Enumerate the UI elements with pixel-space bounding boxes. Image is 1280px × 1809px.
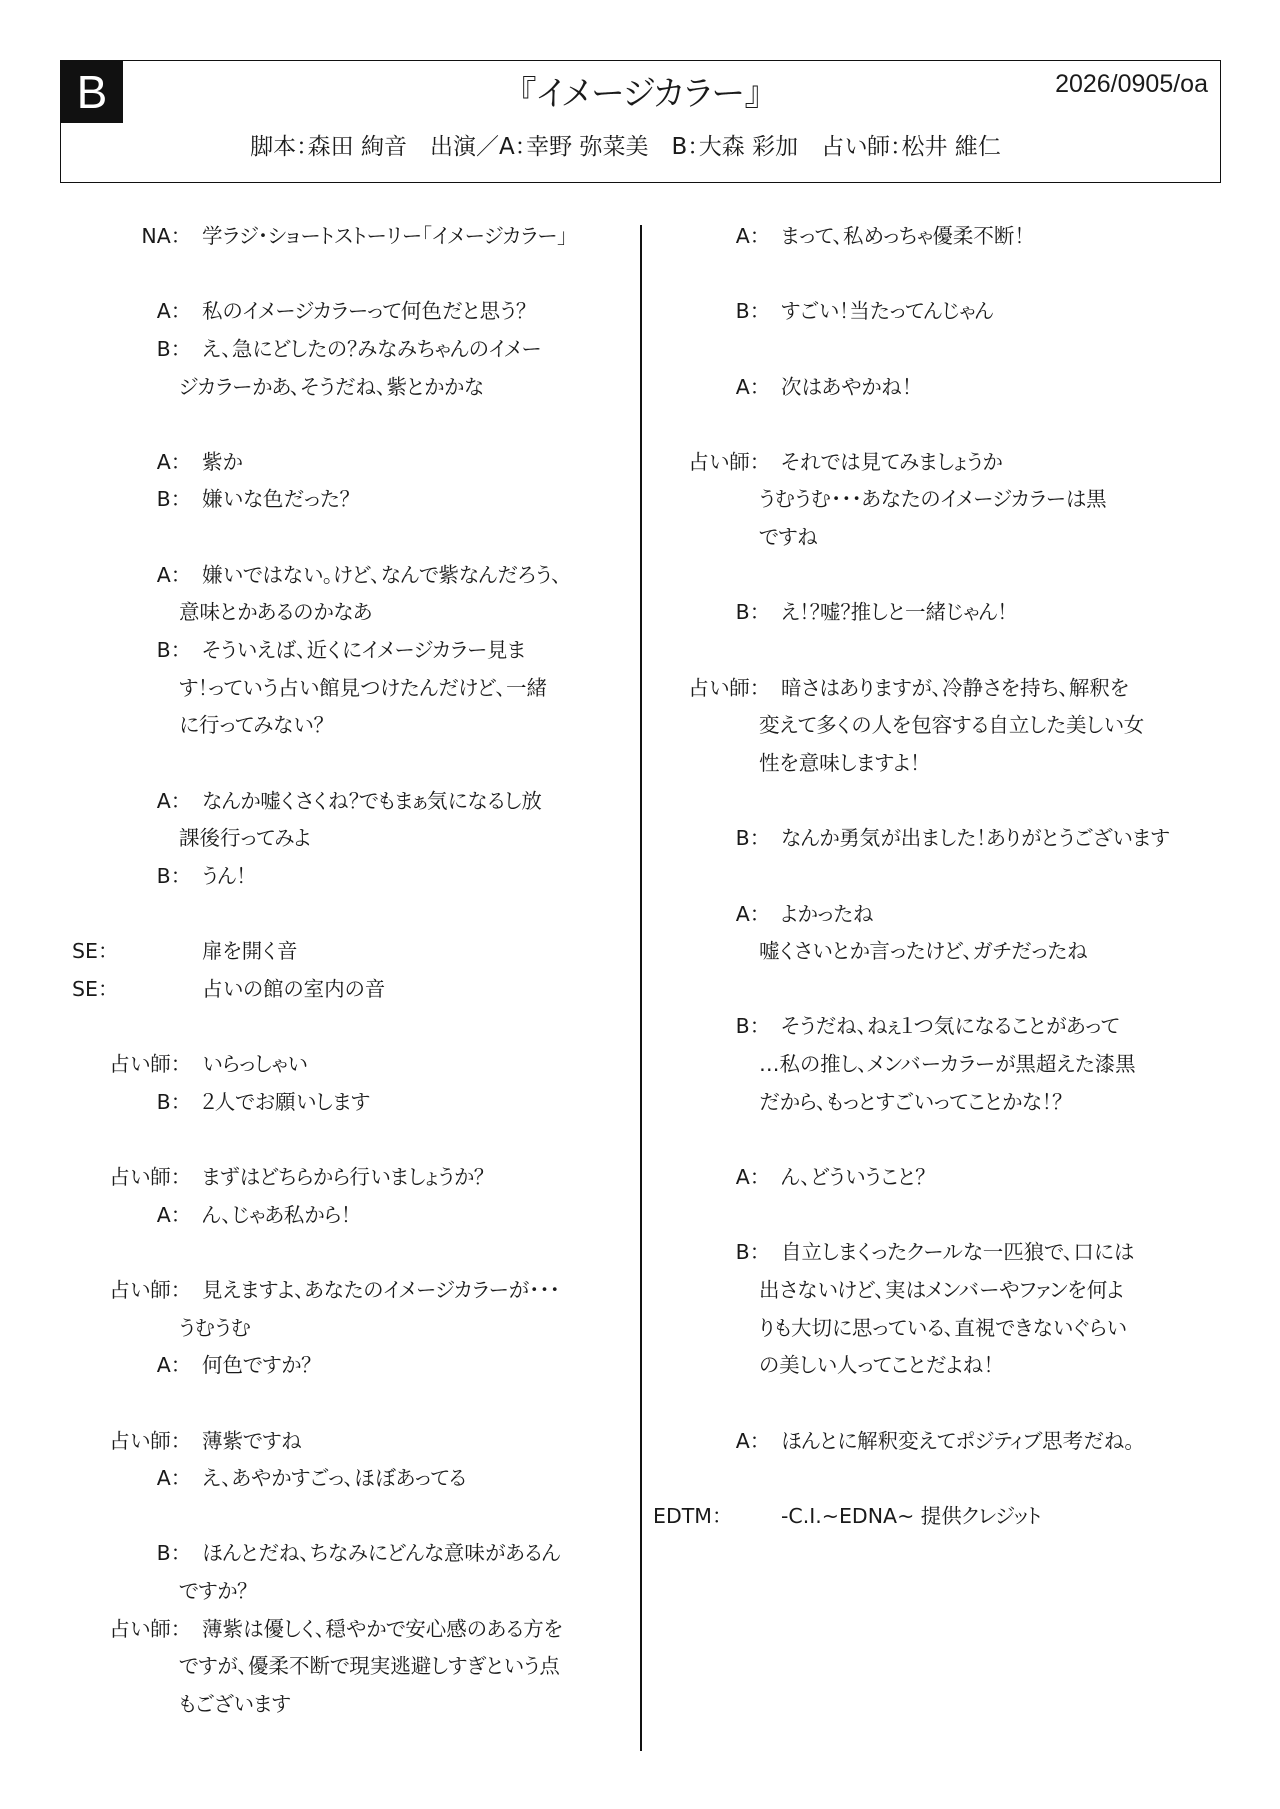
- dialogue-entry: [642, 820, 1280, 858]
- speaker-label: 占い師：: [109, 1052, 181, 1077]
- script-column-left: [0, 218, 640, 1761]
- dialogue-line: ですね: [759, 525, 818, 550]
- speaker-label: NA：: [141, 224, 181, 248]
- dialogue-block: [642, 1008, 1280, 1121]
- dialogue-block: [0, 444, 640, 519]
- dialogue-line: ん、どういうこと？: [781, 1165, 926, 1190]
- speaker-label: B：: [735, 299, 760, 324]
- dialogue-entry: [0, 1347, 640, 1385]
- speaker-label: A：: [156, 788, 181, 813]
- dialogue-entry: [0, 1197, 640, 1235]
- dialogue-block: [642, 1159, 1280, 1197]
- dialogue-line: 性を意味しますよ！: [759, 750, 921, 775]
- section-badge: B: [61, 61, 123, 123]
- script-column-right: [642, 218, 1280, 1573]
- dialogue-entry: [0, 1272, 640, 1347]
- dialogue-line: そういえば、近くにイメージカラー見ま: [202, 638, 526, 663]
- dialogue-line: 出さないけど、実はメンバーやファンを何よ: [759, 1277, 1124, 1302]
- dialogue-line: に行ってみない？: [179, 713, 324, 738]
- cue-label: SE：: [72, 939, 109, 964]
- dialogue-line: え、急にどしたの？みなみちゃんのイメー: [202, 336, 542, 361]
- dialogue-entry: [642, 1234, 1280, 1385]
- speaker-label: B：: [735, 1240, 760, 1265]
- dialogue-entry: [0, 218, 640, 256]
- dialogue-line: だから、もっとすごいってことかな！？: [759, 1089, 1063, 1114]
- dialogue-line: 紫か: [202, 449, 243, 474]
- dialogue-line: 次はあやかね！: [781, 374, 913, 399]
- dialogue-entry: [642, 1159, 1280, 1197]
- dialogue-entry: [642, 670, 1280, 783]
- dialogue-entry: [642, 594, 1280, 632]
- speaker-label: A：: [156, 449, 181, 474]
- dialogue-block: [0, 557, 640, 745]
- dialogue-entry: [0, 1535, 640, 1610]
- dialogue-line: まずはどちらから行いましょうか？: [202, 1165, 484, 1190]
- dialogue-entry: [0, 783, 640, 858]
- dialogue-line: いらっしゃい: [202, 1052, 308, 1077]
- dialogue-block: [642, 369, 1280, 407]
- dialogue-line: す！っていう占い館見つけたんだけど、一緒: [179, 675, 548, 700]
- dialogue-block: [642, 1234, 1280, 1385]
- dialogue-block: [0, 1535, 640, 1723]
- speaker-label: 占い師：: [688, 449, 760, 474]
- dialogue-line: 見えますよ、あなたのイメージカラーが・・・: [202, 1277, 560, 1302]
- dialogue-entry: [0, 858, 640, 896]
- dialogue-entry: [642, 218, 1280, 256]
- dialogue-line: 嘘くさいとか言ったけど、ガチだったね: [759, 939, 1088, 964]
- speaker-label: B：: [156, 336, 181, 361]
- dialogue-line: 変えて多くの人を包容する自立した美しい女: [759, 713, 1145, 738]
- cue-label: SE：: [72, 976, 109, 1001]
- dialogue-entry: [0, 1084, 640, 1122]
- speaker-label: B：: [156, 1541, 181, 1566]
- speaker-label: 占い師：: [109, 1165, 181, 1190]
- dialogue-line: ２人でお願いします: [202, 1089, 370, 1114]
- speaker-label: A：: [156, 562, 181, 587]
- dialogue-line: なんか嘘くさくね？でもまぁ気になるし放: [202, 788, 542, 813]
- stage-direction: [0, 933, 640, 971]
- dialogue-entry: [0, 1611, 640, 1724]
- dialogue-line: まって、私めっちゃ優柔不断！: [781, 224, 1025, 248]
- speaker-label: B：: [735, 600, 760, 625]
- dialogue-line: もございます: [179, 1691, 291, 1716]
- cue-label: EDTM：: [653, 1503, 723, 1528]
- dialogue-line: ん、じゃあ私から！: [202, 1202, 352, 1227]
- speaker-label: B：: [156, 638, 181, 663]
- dialogue-line: 薄紫は優しく、穏やかで安心感のある方を: [202, 1616, 563, 1641]
- speaker-label: A：: [735, 901, 760, 926]
- dialogue-block: [0, 1272, 640, 1385]
- dialogue-block: [0, 293, 640, 406]
- dialogue-block: [0, 1423, 640, 1498]
- speaker-label: A：: [735, 374, 760, 399]
- dialogue-entry: [0, 293, 640, 331]
- speaker-label: B：: [156, 863, 181, 888]
- direction-text: -C.I.~EDNA~ 提供クレジット: [781, 1503, 1042, 1528]
- dialogue-line: ジカラーかあ、そうだね、紫とかかな: [179, 374, 484, 399]
- dialogue-line: …私の推し、メンバーカラーが黒超えた漆黒: [759, 1052, 1136, 1077]
- speaker-label: 占い師：: [688, 675, 760, 700]
- speaker-label: 占い師：: [109, 1428, 181, 1453]
- dialogue-entry: [0, 1460, 640, 1498]
- dialogue-entry: [0, 481, 640, 519]
- dialogue-line: 嫌いな色だった？: [202, 487, 350, 512]
- direction-text: 扉を開く音: [202, 939, 298, 964]
- dialogue-line: そうだね、ねぇ１つ気になることがあって: [781, 1014, 1120, 1039]
- dialogue-line: うん！: [202, 863, 247, 888]
- dialogue-block: [642, 670, 1280, 783]
- dialogue-line: 意味とかあるのかなあ: [179, 600, 373, 625]
- speaker-label: A：: [735, 1165, 760, 1190]
- dialogue-block: [642, 1498, 1280, 1536]
- dialogue-line: それでは見てみましょうか: [781, 449, 1003, 474]
- dialogue-entry: [0, 1423, 640, 1461]
- dialogue-line: よかったね: [781, 901, 874, 926]
- dialogue-block: [642, 820, 1280, 858]
- dialogue-line: 暗さはありますが、冷静さを持ち、解釈を: [781, 675, 1130, 700]
- speaker-label: A：: [156, 1202, 181, 1227]
- script-title: 『イメージカラー』: [519, 74, 762, 114]
- dialogue-entry: [0, 1159, 640, 1197]
- speaker-label: B：: [735, 826, 760, 851]
- dialogue-block: [0, 218, 640, 256]
- dialogue-line: 課後行ってみよ: [179, 826, 311, 851]
- dialogue-line: ですか？: [179, 1579, 248, 1604]
- dialogue-line: すごい！当たってんじゃん: [781, 299, 994, 324]
- dialogue-line: え、あやかすごっ、ほぼあってる: [202, 1466, 467, 1491]
- dialogue-line: 薄紫ですね: [202, 1428, 302, 1453]
- direction-text: 占いの館の室内の音: [202, 976, 386, 1001]
- speaker-label: A：: [735, 1428, 760, 1453]
- dialogue-line: え！？嘘？推しと一緒じゃん！: [781, 600, 1008, 625]
- dialogue-line: なんか勇気が出ました！ありがとうございます: [781, 826, 1170, 851]
- dialogue-entry: [0, 331, 640, 406]
- dialogue-block: [0, 1159, 640, 1234]
- dialogue-block: [642, 293, 1280, 331]
- credits-line: 脚本：森田 絢音 出演／A：幸野 弥菜美 B：大森 彩加 占い師：松井 維仁: [250, 134, 1001, 160]
- stage-direction: [642, 1498, 1280, 1536]
- dialogue-entry: [642, 369, 1280, 407]
- dialogue-block: [0, 783, 640, 896]
- dialogue-block: [0, 933, 640, 1008]
- dialogue-block: [0, 1046, 640, 1121]
- dialogue-block: [642, 896, 1280, 971]
- dialogue-entry: [642, 896, 1280, 971]
- dialogue-entry: [642, 1423, 1280, 1461]
- dialogue-line: 何色ですか？: [202, 1353, 312, 1378]
- speaker-label: A：: [735, 224, 760, 248]
- dialogue-line: 学ラジ・ショートストーリー「イメージカラー」: [202, 224, 568, 248]
- dialogue-entry: [642, 293, 1280, 331]
- dialogue-block: [642, 594, 1280, 632]
- speaker-label: B：: [156, 487, 181, 512]
- speaker-label: 占い師：: [109, 1277, 181, 1302]
- dialogue-line: 嫌いではない。けど、なんで紫なんだろう、: [202, 562, 562, 587]
- dialogue-entry: [0, 444, 640, 482]
- speaker-label: B：: [156, 1089, 181, 1114]
- dialogue-entry: [0, 1046, 640, 1084]
- dialogue-line: の美しい人ってことだよね！: [759, 1353, 994, 1378]
- dialogue-line: うむうむ・・・あなたのイメージカラーは黒: [759, 487, 1107, 512]
- speaker-label: B：: [735, 1014, 760, 1039]
- dialogue-entry: [0, 632, 640, 745]
- speaker-label: A：: [156, 1353, 181, 1378]
- document-header: [60, 60, 1221, 183]
- dialogue-line: ほんとに解釈変えてポジティブ思考だね。: [781, 1428, 1135, 1453]
- dialogue-block: [642, 218, 1280, 256]
- dialogue-entry: [0, 557, 640, 632]
- speaker-label: 占い師：: [109, 1616, 181, 1641]
- dialogue-line: ですが、優柔不断で現実逃避しすぎという点: [179, 1654, 560, 1679]
- dialogue-entry: [642, 444, 1280, 557]
- dialogue-block: [642, 1423, 1280, 1461]
- dialogue-line: 私のイメージカラーって何色だと思う？: [202, 299, 527, 324]
- dialogue-line: 自立しまくったクールな一匹狼で、口には: [781, 1240, 1135, 1265]
- broadcast-date: 2026/0905/oa: [1055, 70, 1208, 98]
- speaker-label: A：: [156, 1466, 181, 1491]
- dialogue-entry: [642, 1008, 1280, 1121]
- dialogue-block: [642, 444, 1280, 557]
- speaker-label: A：: [156, 299, 181, 324]
- dialogue-line: りも大切に思っている、直視できないぐらい: [759, 1315, 1127, 1340]
- dialogue-line: うむうむ: [179, 1315, 251, 1340]
- stage-direction: [0, 971, 640, 1009]
- dialogue-line: ほんとだね、ちなみにどんな意味があるん: [202, 1541, 561, 1566]
